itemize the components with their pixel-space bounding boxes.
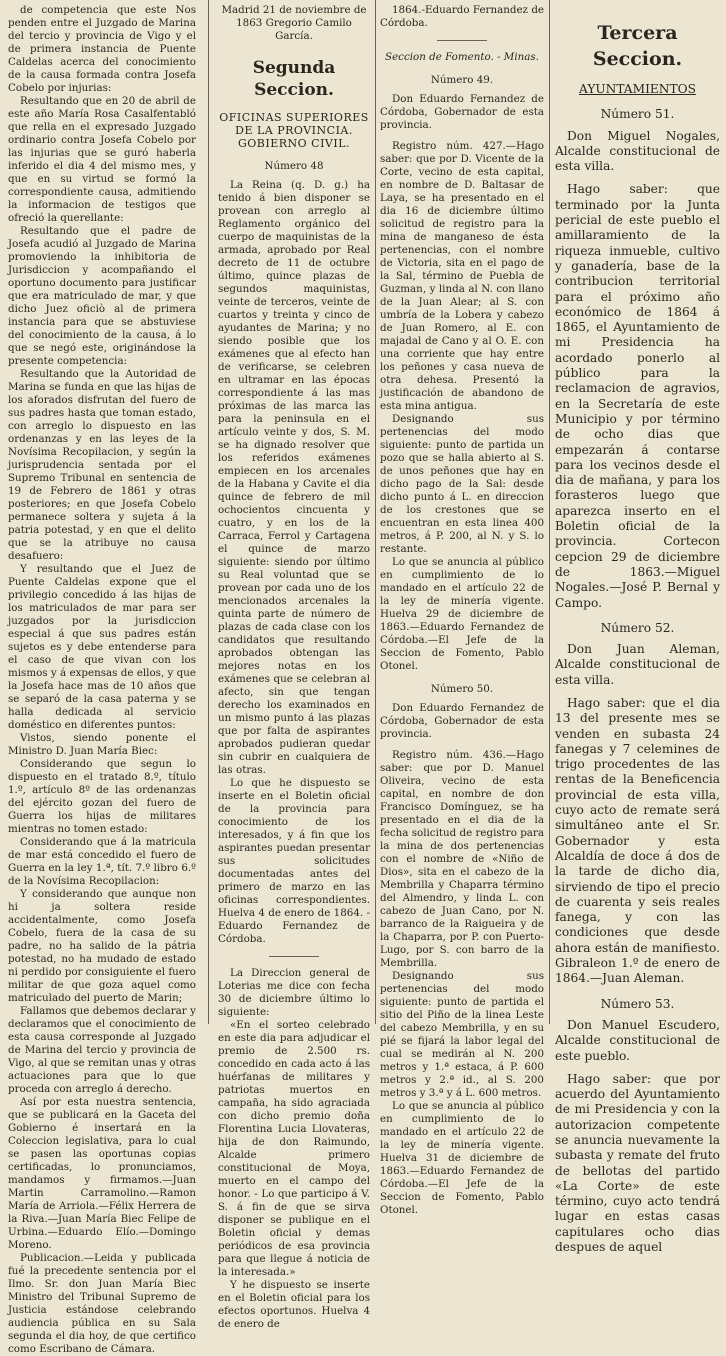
notice-number: Número 50. [430,683,494,695]
notice-number: Número 51. [600,107,675,122]
paragraph: Designando sus pertenencias del modo siguiente: punto de partida el sitio del Piño de la linea Leste del cabezo Membrilla, y en su pié se fijará la labor legal del cual se medirán al N. 200 metros y 1.ª estaca, á P. 600 metros y 2.ª id., al S. 200 metros y 3.ª y á L. 600 metros. [380,970,544,1099]
paragraph: Designando sus pertenencias del modo siguiente: punto de partida un pozo que se halla abierto al S. de unos peñones que hay en dicho pago de la Sal: desde dicho punto á L. en direccion de los crestones que se encuentran en esta linea 400 metros, á P. 200, al N. y S. lo restante. [380,413,544,555]
paragraph: «En el sorteo celebrado en este dia para adjudicar el premio de 2.500 rs. concedido en cada acto á las huérfanas de militares y patriotas muertos en campaña, ha sido agraciada con dicho premio doña Florentina Lucia Llovateras, hija de don Raimundo, Alcalde primero constitucional de Moya, muerto en el campo del honor. - Lo que participo á V. S. á fin de que se sirva disponer se publique en el Boletin oficial y demas periódicos de esa provincia para que llegue á noticia de la interesada.» [218,1019,370,1278]
paragraph: La Reina (q. D. g.) ha tenido á bien disponer se provean con arreglo al Reglamento orgánico del cuerpo de maquinistas de la armada, aprobado por Real decreto de 11 de octubre último, quince plazas de segundos maquinistas, veinte de terceros, veinte de cuartos y treinta y cinco de ayudantes de Marina; y no siendo posible que los exámenes que al efecto han de verificarse, se celebren en ultramar en las épocas correspondiente á las mas próximas de las marca las para la peninsula en el artículo veinte y dos, S. M. se ha dignado resolver que los referidos exámenes empiecen en los arcenales de la Habana y Cavite el dia quince de febrero de mil ochocientos cincuenta y cuatro, y en los de la Carraca, Ferrol y Cartagena el quince de marzo siguiente: siendo por último su Real voluntad que se provean por cada uno de los mencionados arcenales la quinta parte de número de plazas de cada clase con los candidatos que resultando aprobados obtengan las mejores notas en los exámenes que se celebran al afecto, sin que tengan derecho los examinados en un mismo punto á las plazas que por falta de aspirantes aprobados pudieran quedar sin cubrir en cualquiera de las otras. [218,179,370,776]
notice-number: Número 49. [430,74,494,86]
ayuntamientos-heading: AYUNTAMIENTOS [579,82,696,96]
paragraph: Hago saber: que por acuerdo del Ayuntamiento de mi Presidencia y con la autorizacion competente se anuncia nuevamente la subasta y remate del fruto de bellotas del partido «La Corte» de este término, cuyo acto tendrá lugar en estas casas capitulares ocho dias despues de aquel [555,1071,720,1255]
paragraph: La Direccion general de Loterias me dice con fecha 30 de diciembre último lo siguiente: [218,967,370,1018]
notice-header: Don Manuel Escudero, Alcalde constitucional de este pueblo. [555,1017,720,1063]
paragraph: Considerando que á la matricula de mar está concedido el fuero de Guerra en la ley 1.ª, tít. 7.º libro 6.º de la Novísima Recopilacion: [8,836,196,887]
paragraph: Y resultando que el Juez de Puente Caldelas expone que el privilegio concedido á las hijas de los matriculados de mar para ser juzgados por la jurisdiccion especial á que sus padres están sujetos es y debe entenderse para el caso de que vivan con los mismos y á expensas de ellos, y que la Josefa hace mas de 10 años que se separó de la casa paterna y se halla dedicada al servicio doméstico en diferentes puntos: [8,563,196,731]
paragraph: Hago saber: que el dia 13 del presente mes se venden en subasta 24 fanegas y 7 celemines de trigo procedentes de las rentas de la Beneficencia provincial de esta villa, cuyo acto de remate será simultáneo ante el Sr. Gobernador y esta Alcaldía de doce á dos de la tarde de dicho dia, sirviendo de tipo el precio de cuarenta y seis reales fanega, y con las condiciones que desde ahora están de manifiesto. Gibraleon 1.º de enero de 1864.—Juan Aleman. [555,695,720,986]
column-rule [549,0,550,1024]
gobierno-heading: GOBIERNO CIVIL. [237,137,351,150]
column-3 [380,4,544,1216]
subsection-title: Seccion de Fomento. - Minas. [385,51,539,63]
paragraph: Lo que he dispuesto se inserte en el Boletin oficial de la provincia para conocimiento de los interesados, y á fin que los aspirantes puedan presentar sus solicitudes documentadas antes del primero de marzo en las oficinas correspondientes. Huelva 4 de enero de 1864. - Eduardo Fernandez de Córdoba. [218,777,370,945]
paragraph: Resultando que el padre de Josefa acudió al Juzgado de Marina promoviendo la inhibitoria de Jurisdiccion y acompañando el oportuno documento para justificar que era matriculado de mar, y que dicho Juez oficiò al de primera instancia para que se abstuviese del conocimiento de la causa, á lo que se negó este, originándose la presente competencia: [8,225,196,367]
paragraph: Así por esta nuestra sentencia, que se publicará en la Gaceta del Gobierno é insertará en la Coleccion legislativa, para lo cual se pasen las oportunas copias certificadas, lo pronunciamos, mandamos y firmamos.—Juan Martin Carramolino.—Ramon María de Arriola.—Félix Herrera de la Riva.—Juan María Biec Felipe de Urbina.—Eduardo Elío.—Domingo Moreno. [8,1096,196,1251]
paragraph: Registro núm. 427.—Hago saber: que por D. Vicente de la Corte, vecino de esta capital, en nombre de D. Baltasar de Laya, se ha presentado en el dia 16 de diciembre último solicitud de registro para la mina de manganeso de ésta pertenencias, con el nombre de Victoria, sita en el pago de la Sal, término de Puebla de Guzman, y linda al N. con llano de la Juan Alear; al S. con umbría de la Lobera y cabezo de Juan Romero, al E. con majadal de Cano y al O. E. con una corriente que hay entre los peñones y casa nueva de otra dehesa. Presentó la justificación de abandono de esta mina antigua. [380,140,544,412]
column-2 [218,4,370,1330]
paragraph: Publicacion.—Leida y publicada fué la precedente sentencia por el Ilmo. Sr. don Juan María Biec Ministro del Tribunal Supremo de Justicia estándose celebrando audiencia pública en su Sala segunda el dia hoy, de que certifico como Escribano de Cámara. [8,1252,196,1355]
divider [437,40,487,41]
paragraph: Y considerando que aunque non hi ja soltera reside accidentalmente, como Josefa Cobelo, fuera de la casa de su padre, no ha salido de la pátria potestad, no ha mudado de estado ni perdido por consiguiente el fuero militar de que goza aquel como matriculado del puerto de Marin; [8,888,196,1004]
column-4 [555,4,720,1255]
paragraph: Fallamos que debemos declarar y declaramos que el conocimiento de esta causa corresponde al Juzgado de Marina del tercio y provincia de Vigo, al que se remitan unas y otras actuaciones para que lo que proceda con arreglo á derecho. [8,1005,196,1095]
paragraph: 1864.-Eduardo Fernandez de Córdoba. [380,4,544,29]
offices-heading: OFICINAS SUPERIORES DE LA PROVINCIA. [219,111,369,137]
notice-header: Don Miguel Nogales, Alcalde constitucional de esta villa. [555,128,720,174]
paragraph: Hago saber: que terminado por la Junta pericial de este pueblo el amillaramiento de la riqueza inmueble, cultivo y ganadería, base de la contribucion territorial para el próximo año económico de 1864 á 1865, el Ayuntamiento de mi Presidencia ha acordado ponerlo al público para la reclamacion de agravios, en la Secretaría de este Municipio y por término de ocho dias que empezarán á contarse para los vecinos desde el dia de mañana, y para los forasteros luego que aparezca inserto en el Boletin oficial de la provincia. Cortecon cepcion 29 de diciembre de 1863.—Miguel Nogales.—José P. Bernal y Campo. [555,182,720,610]
column-1 [8,4,196,1355]
notice-number: Número 52. [600,620,675,635]
paragraph: Resultando que en 20 de abril de este año María Rosa Casalfentabló que rella en el expresado Juzgado ordinario contra Josefa Cobelo por las injurias que se guró haberla inferido el dia 4 del mismo mes, y que en su virtud se formó la correspondiente causa, admitiendo la informacion de testigos que ofreció la querellante: [8,95,196,224]
notice-number: Número 53. [600,996,675,1011]
paragraph: Registro núm. 436.—Hago saber: que por D. Manuel Oliveira, vecino de esta capital, en nombre de don Francisco Domínguez, se ha presentado en el dia de la fecha solicitud de registro para la mina de dos pertenencias con el nombre de «Niño de Dios», sita en el cabezo de la Membrilla y Chaparra término del Almendro, y linda L. con cabezo de Juan Cano, por N. barranco de la Raigueira y de la Chaparra, por P. con Puerto-Lugo, por S. con barro de la Membrilla. [380,749,544,969]
column-rule [208,0,209,1024]
paragraph: Lo que se anuncia al público en cumplimiento de lo mandado en el artículo 22 de la ley de minería vigente. Huelva 31 de diciembre de 1863.—Eduardo Fernandez de Córdoba.—El Jefe de la Seccion de Fomento, Pablo Otonel. [380,1100,544,1216]
notice-header: Don Eduardo Fernandez de Córdoba, Gobernador de esta provincia. [380,93,544,131]
section-title: Segunda Seccion. [252,58,336,100]
paragraph: de competencia que este Nos penden entre el Juzgado de Marina del tercio y provincia de Vigo y el de primera instancia de Puente Caldelas acerca del conocimiento de la causa formada contra Josefa Cobelo por injurias: [8,4,196,94]
notice-header: Don Eduardo Fernandez de Córdoba, Gobernador de esta provincia. [380,702,544,740]
paragraph: Resultando que la Autoridad de Marina se funda en que las hijas de los aforados disfrutan del fuero de sus padres hasta que toman estado, con arreglo lo dispuesto en las ordenanzas y en las leyes de la Novísima Recopilacion, y según la jurisprudencia sentada por el Supremo Tribunal en sentencia de 19 de Febrero de 1861 y otras posteriores; en que Josefa Cobelo permanece soltera y sujeta á la patria potestad, y en que el delito que se la atribuye no causa desafuero: [8,368,196,562]
paragraph: Considerando que segun lo dispuesto en el tratado 8.º, título 1.º, artículo 8º de las ordenanzas del ejército gozan del fuero de Guerra los hijas de militares mientras no tomen estado: [8,758,196,835]
section-title: Tercera Seccion. [592,22,683,70]
notice-header: Don Juan Aleman, Alcalde constitucional de esta villa. [555,642,720,687]
paragraph: Lo que se anuncia al público en cumplimiento de lo mandado en el artículo 22 de la ley de minería vigente. Huelva 29 de diciembre de 1863.—Eduardo Fernandez de Córdoba.—El Jefe de la Seccion de Fomento, Pablo Otonel. [380,556,544,672]
paragraph: Vistos, siendo ponente el Ministro D. Juan María Biec: [8,732,196,757]
paragraph: Y he dispuesto se inserte en el Boletin oficial para los efectos oportunos. Huelva 4 de enero de [218,1279,370,1330]
column-rule [375,0,376,1024]
notice-number: Número 48 [264,160,324,172]
dateline: Madrid 21 de noviembre de 1863 Gregorio Camilo García. [221,4,367,42]
divider [269,956,319,957]
